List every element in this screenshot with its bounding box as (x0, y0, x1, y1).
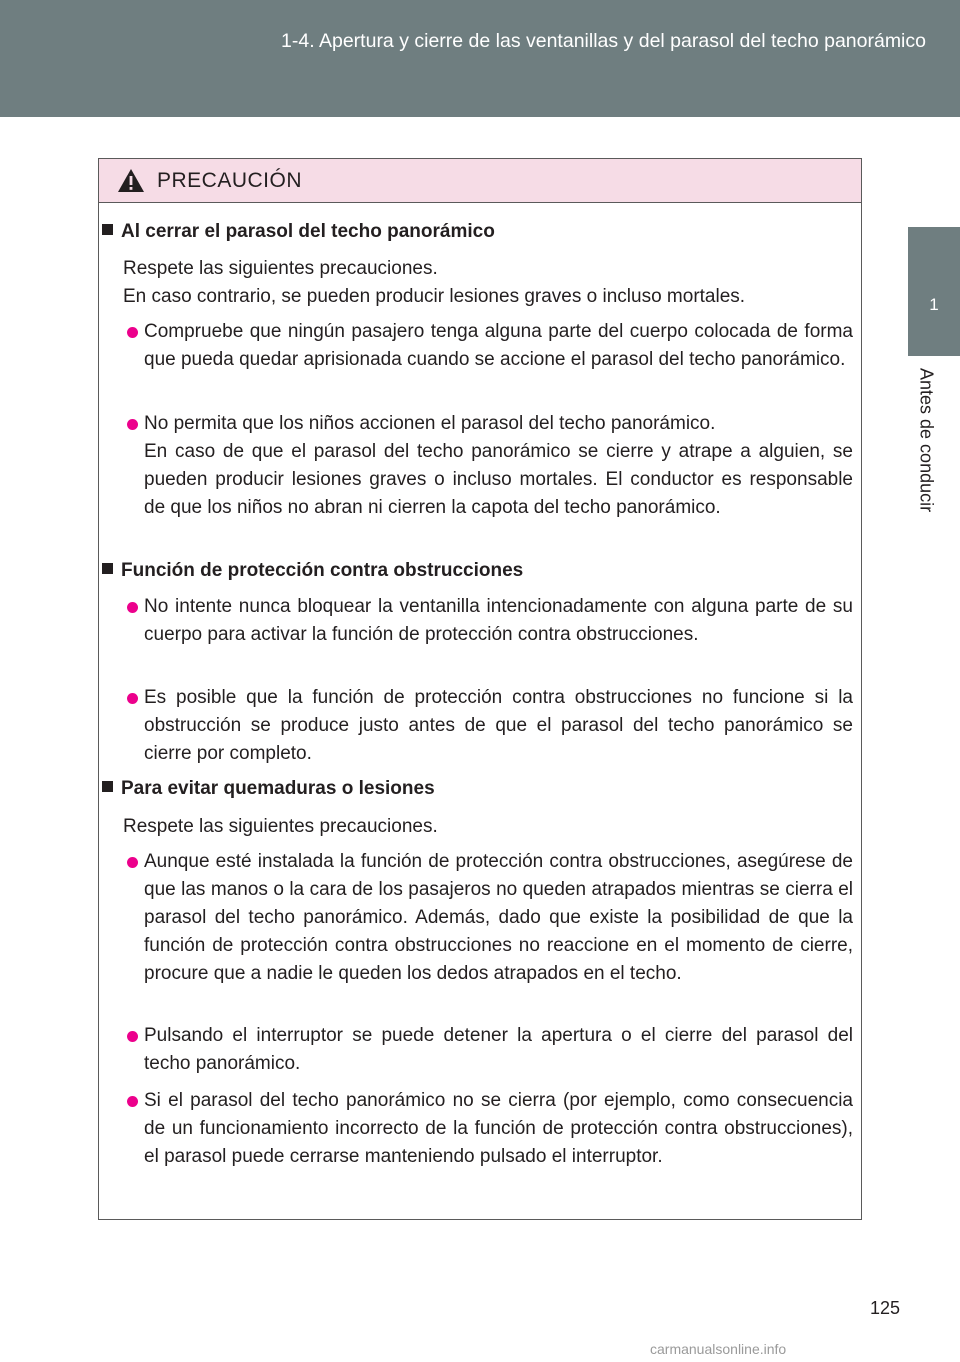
list-item: Pulsando el interruptor se puede detener la apertura o el cierre del parasol del techo panorámico. (123, 1022, 853, 1078)
bullet-dot-icon (127, 327, 138, 338)
bullet-dot-icon (127, 693, 138, 704)
section-heading: Función de protección contra obstrucciones (102, 560, 523, 582)
square-bullet-icon (102, 781, 113, 792)
list-item: No intente nunca bloquear la ventanilla intencionadamente con alguna parte de su cuerpo para activar la función de protección contra obstrucciones. (123, 593, 853, 649)
list-item: Compruebe que ningún pasajero tenga alguna parte del cuerpo colocada de forma que pueda quedar aprisionada cuando se accione el parasol del techo panorámico. (123, 318, 853, 374)
bullet-dot-icon (127, 1096, 138, 1107)
header-band (0, 0, 960, 117)
section-heading: Para evitar quemaduras o lesiones (102, 778, 435, 800)
section-title: 1-4. Apertura y cierre de las ventanillas y del parasol del techo panorámico (281, 30, 926, 52)
list-item: Es posible que la función de protección contra obstrucciones no funcione si la obstrucción se produce justo antes de que el parasol del techo panorámico se cierre por completo. (123, 684, 853, 768)
chapter-label: Antes de conducir (916, 368, 937, 513)
chapter-label-container (906, 368, 946, 538)
paragraph: En caso contrario, se pueden producir lesiones graves o incluso mortales. (123, 286, 746, 307)
caution-title: PRECAUCIÓN (157, 169, 303, 192)
section-heading: Al cerrar el parasol del techo panorámico (102, 221, 495, 243)
bullet-dot-icon (127, 602, 138, 613)
bullet-dot-icon (127, 857, 138, 868)
bullet-dot-icon (127, 419, 138, 430)
list-item: Si el parasol del techo panorámico no se cierra (por ejemplo, como consecuencia de un funcionamiento incorrecto de la función de protección contra obstrucciones), el parasol puede cerrarse manteniendo pulsado el interruptor. (123, 1087, 853, 1171)
square-bullet-icon (102, 224, 113, 235)
list-item-continuation: En caso de que el parasol del techo panorámico se cierre y atrape a alguien, se pueden producir lesiones graves o incluso mortales. El conductor es responsable de que los niños no abran ni cierren la capota del techo panorámico. (144, 441, 853, 518)
caution-header (99, 159, 861, 203)
warning-triangle-icon (117, 168, 145, 193)
list-item: No permita que los niños accionen el parasol del techo panorámico. (123, 410, 853, 438)
watermark: carmanualsonline.info (650, 1341, 787, 1357)
bullet-dot-icon (127, 1031, 138, 1042)
page-number: 125 (869, 1298, 900, 1318)
square-bullet-icon (102, 563, 113, 574)
paragraph: Respete las siguientes precauciones. (123, 816, 438, 837)
paragraph: Respete las siguientes precauciones. (123, 258, 438, 279)
chapter-tab (908, 227, 960, 356)
chapter-number: 1 (929, 295, 939, 314)
list-item: Aunque esté instalada la función de protección contra obstrucciones, asegúrese de que las manos o la cara de los pasajeros no queden atrapados mientras se cierra el parasol del techo panorámico. Además, dado que existe la posibilidad de que la función de protección contra obstrucciones no reaccione en el momento de cierre, procure que a nadie le queden los dedos atrapados en el techo. (123, 848, 853, 988)
